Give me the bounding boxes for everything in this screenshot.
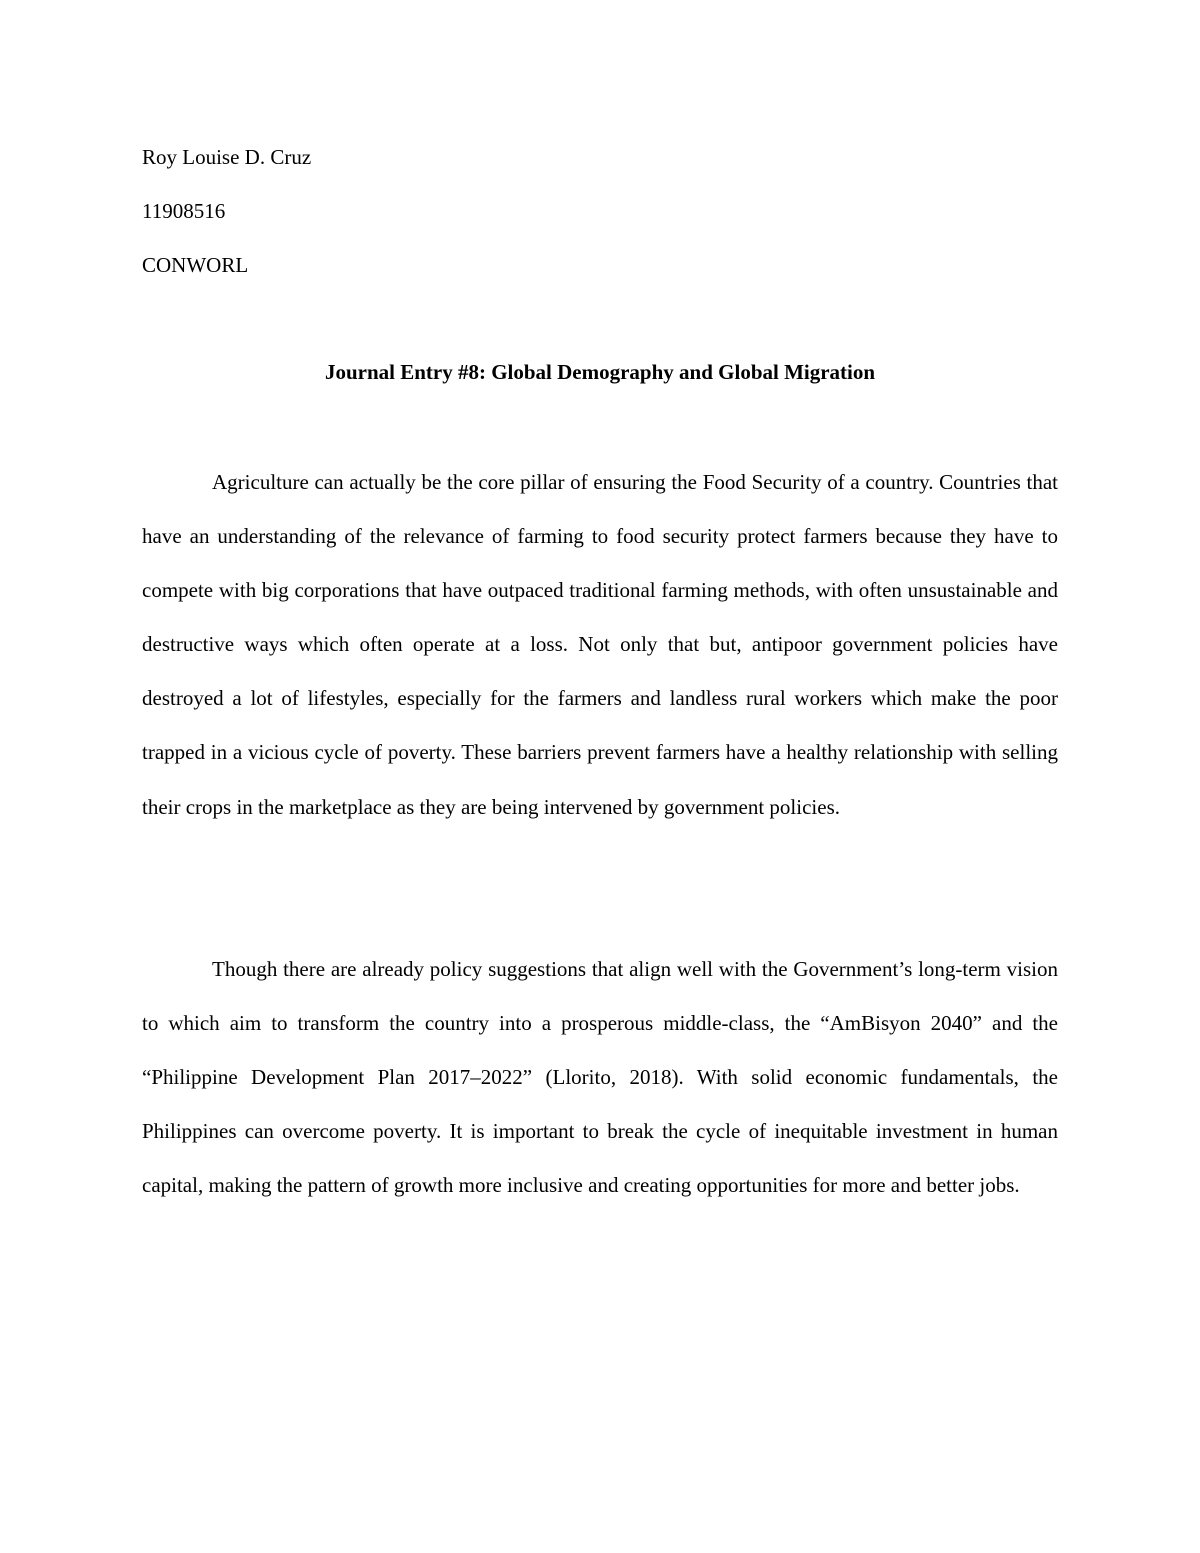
document-title: Journal Entry #8: Global Demography and Global Migration bbox=[324, 360, 876, 384]
author-name: Roy Louise D. Cruz bbox=[142, 145, 312, 169]
course-code: CONWORL bbox=[142, 253, 249, 277]
student-id: 11908516 bbox=[142, 199, 226, 223]
paragraph-1: Agriculture can actually be the core pillar of ensuring the Food Security of a country. Countries that have an understanding of the relevance of farming to food security protect farmers because they have to compete with big corporations that have outpaced traditional farming methods, with often unsustainable and destructive ways which often operate at a loss. Not only that but, antipoor government policies have destroyed a lot of lifestyles, especially for the farmers and landless rural workers which make the poor trapped in a vicious cycle of poverty. These barriers prevent farmers have a healthy relationship with selling their crops in the marketplace as they are being intervened by government policies. bbox=[142, 470, 1058, 819]
paragraph-2: Though there are already policy suggestions that align well with the Government’s long-term vision to which aim to transform the country into a prosperous middle-class, the “AmBisyon 2040” and the “Philippine Development Plan 2017–2022” (Llorito, 2018). With solid economic fundamentals, the Philippines can overcome poverty. It is important to break the cycle of inequitable investment in human capital, making the pattern of growth more inclusive and creating opportunities for more and better jobs. bbox=[142, 957, 1058, 1198]
